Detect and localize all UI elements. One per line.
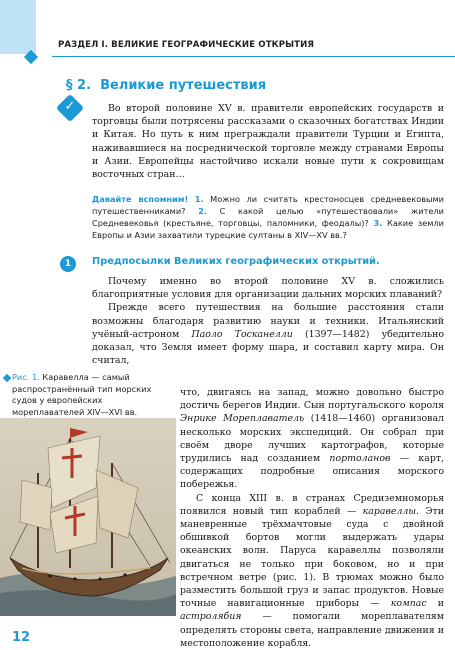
page-number: 12	[12, 630, 31, 645]
figure-label: Рис. 1.	[12, 372, 40, 382]
body-text-top	[92, 275, 444, 367]
recall-label: Давайте вспомним!	[92, 194, 189, 204]
person-name: Паоло Тосканелли	[191, 328, 293, 340]
checkmark-icon: ✓	[64, 99, 76, 114]
body-paragraph: Почему именно во второй половине XV в. сложились благоприятные условия для организации дальних морских плаваний?	[92, 276, 444, 301]
question-text: Можно ли считать крестоносцев средневековыми путешественниками?	[92, 194, 444, 216]
subsection-number: 1	[60, 256, 76, 272]
caption-diamond-marker	[3, 374, 11, 382]
recall-questions	[92, 193, 444, 241]
paragraph-number: § 2.	[66, 78, 92, 93]
question-number: 2.	[198, 206, 207, 216]
intro-paragraph: Во второй половине XV в. правители европейских государств и торговцы были потрясены рассказами о сказочных богатствах Индии и Китая. Но путь к ним преграждали правители Турции и Египта, наживавшиеся на посреднической торговле между странами Европы и Азии. Европейцы настойчиво искали новые пути к сокровищам восточных стран…	[92, 103, 444, 181]
question-text: С какой целью «путешествовали» жители Средневековья (крестьяне, торговцы, паломники, феодалы)?	[92, 206, 444, 228]
body-paragraph: Прежде всего путешествия на большие расстояния стали возможны благодаря развитию науки и техники. Итальянский учёный-астроном Паоло Тосканелли (1397—1482) убедительно доказал, что Земля имеет форму шара, и составил карту мира. Он считал,	[92, 302, 444, 367]
body-paragraph: что, двигаясь на запад, можно довольно быстро достичь берегов Индии. Сын португальского короля Энрике Мореплаватель (1418—1460) организовал несколько морских экспедиций. Он собрал при своём дворе лучших картографов, которые трудились над созданием портоланов — карт, содержащих подробные описания морского побережья.	[180, 387, 444, 491]
term: астролябия	[180, 611, 242, 623]
question-number: 3.	[373, 218, 383, 228]
corner-tab	[0, 0, 36, 54]
figure-caption-text: Каравелла — самый распространённый тип морских судов у европейских мореплавателей XIV—XVI вв.	[12, 372, 152, 417]
question-text: Какие земли Европы и Азии захватили турецкие султаны в XIV—XV вв.?	[92, 218, 444, 240]
term: компас	[390, 598, 427, 610]
header-divider	[52, 56, 455, 57]
caravel-illustration	[0, 418, 176, 616]
person-name: Энрике Мореплаватель	[180, 413, 305, 425]
section-header: РАЗДЕЛ I. ВЕЛИКИЕ ГЕОГРАФИЧЕСКИЕ ОТКРЫТИЯ	[58, 40, 315, 50]
intro-text	[92, 102, 444, 181]
subsection-title: Предпосылки Великих географических открытий.	[92, 256, 380, 267]
paragraph-title: Великие путешествия	[100, 78, 267, 93]
term: каравеллы	[362, 505, 417, 517]
body-paragraph: С конца XIII в. в странах Средиземноморья появился новый тип кораблей — каравеллы. Эти маневренные трёхмачтовые суда с двойной обшивкой бортов могли выдержать удары океанских волн. Паруса каравеллы позволяли двигаться не только при боковом, но и при встречном ветре (рис. 1). В трюмах можно было разместить большой груз и запас продуктов. Новые точные навигационные приборы — компас и астролябия — помогали мореплавателям определять стороны света, направление движения и местоположение корабля.	[180, 492, 445, 649]
paragraph-heading	[66, 78, 266, 93]
term: портоланов	[329, 453, 391, 465]
figure-caption	[12, 372, 167, 418]
body-text-right	[180, 386, 444, 650]
question-number: 1.	[194, 194, 204, 204]
